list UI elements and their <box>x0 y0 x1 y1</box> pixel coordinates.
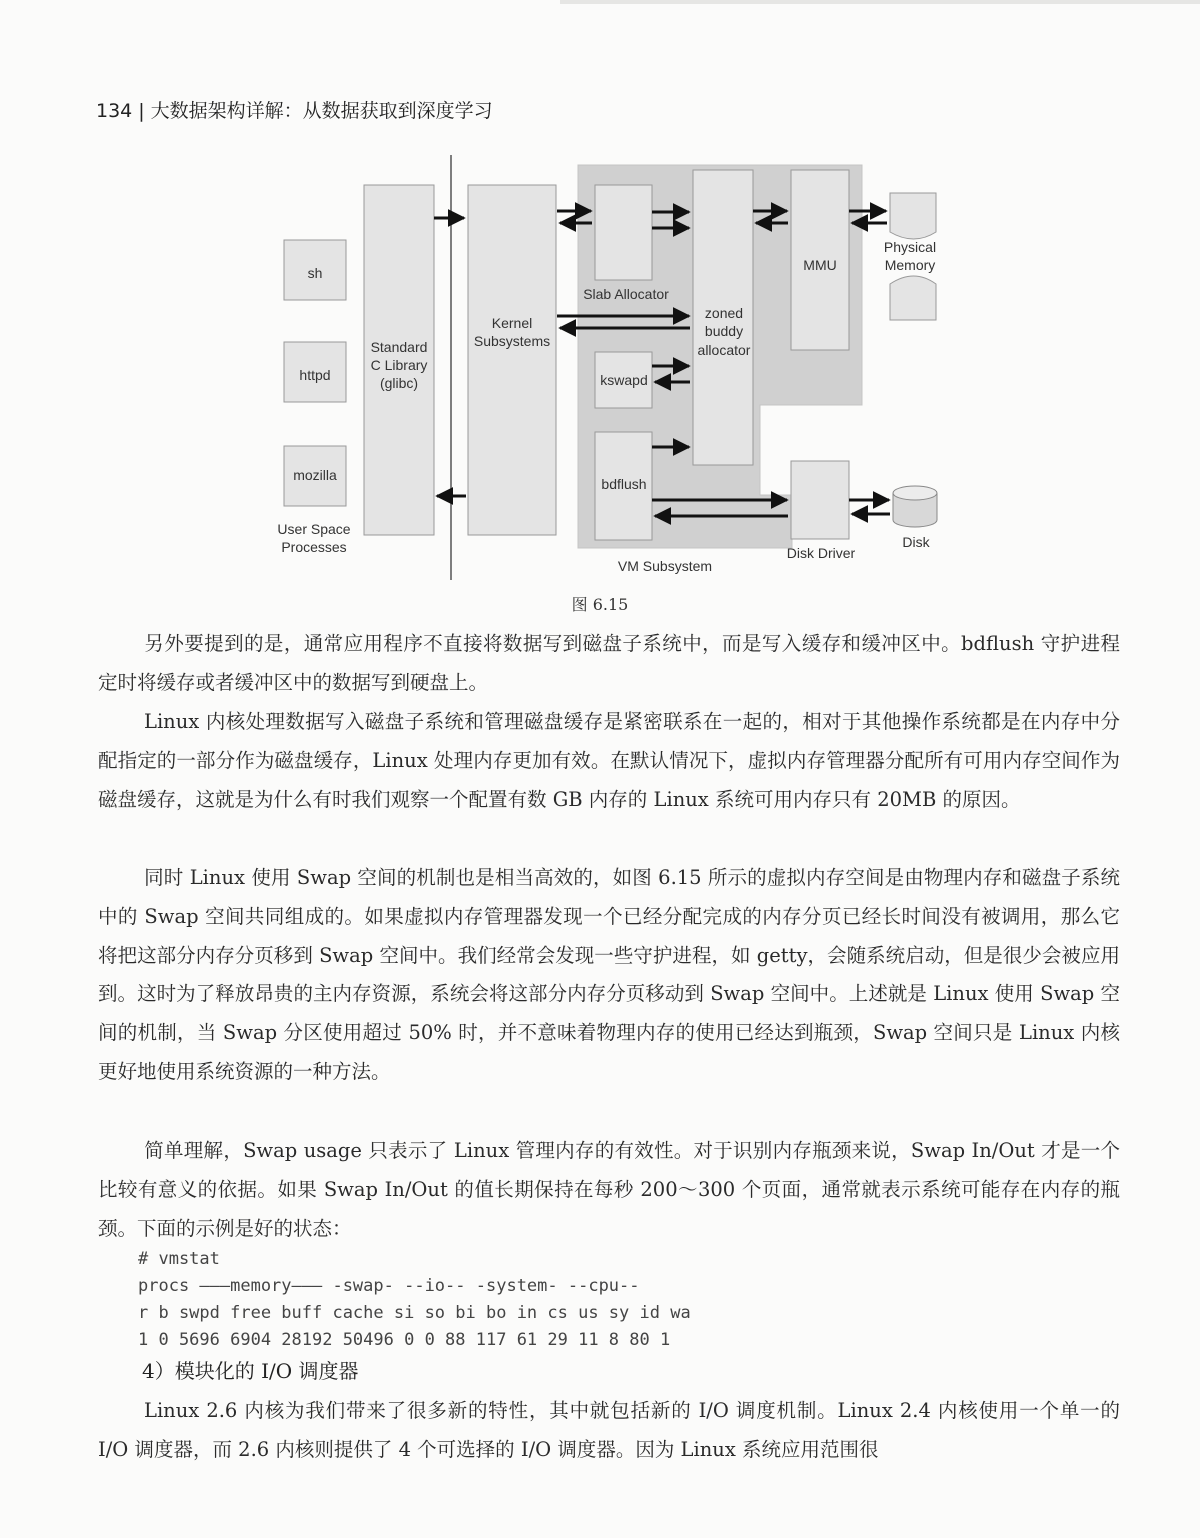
disk-driver-label: Disk Driver <box>786 545 856 561</box>
paragraph-1-text: 另外要提到的是，通常应用程序不直接将数据写到磁盘子系统中，而是写入缓存和缓冲区中。bdflush 守护进程定时将缓存或者缓冲区中的数据写到硬盘上。 <box>98 632 1120 694</box>
kernel-label-2: Subsystems <box>473 333 551 349</box>
vm-subsystem-label: VM Subsystem <box>617 558 713 574</box>
physical-label-2: Memory <box>884 257 936 273</box>
paragraph-5 <box>98 1392 1120 1470</box>
paragraph-5-text: Linux 2.6 内核为我们带来了很多新的特性，其中就包括新的 I/O 调度机制。Linux 2.4 内核使用一个单一的 I/O 调度器，而 2.6 内核则提供了 4 个可选择的 I/O 调度器。因为 Linux 系统应用范围很 <box>98 1399 1120 1461</box>
page-header <box>96 96 493 123</box>
processes-label: Processes <box>281 539 347 555</box>
code-line-4: 1 0 5696 6904 28192 50496 0 0 88 117 61 29 11 8 80 1 <box>138 1330 671 1350</box>
glibc-label-2: C Library <box>370 357 428 373</box>
slab-label: Slab Allocator <box>583 286 669 302</box>
figure-caption: 图 6.15 <box>571 595 629 614</box>
physical-memory-shape-lower <box>890 276 936 320</box>
disk-driver-box <box>791 461 849 539</box>
paragraph-3 <box>98 859 1120 1092</box>
memory-architecture-diagram <box>0 150 1200 590</box>
httpd-label: httpd <box>299 367 331 383</box>
zoned-label-3: allocator <box>697 342 751 358</box>
sh-label: sh <box>307 265 323 281</box>
kernel-subsystems-box <box>468 185 556 535</box>
kernel-label-1: Kernel <box>491 315 533 331</box>
slab-allocator-box <box>595 185 652 280</box>
header-separator: | <box>138 100 145 122</box>
code-line-1: # vmstat <box>138 1249 220 1269</box>
mmu-label: MMU <box>803 257 837 273</box>
glibc-label-1: Standard <box>370 339 428 355</box>
zoned-label-2: buddy <box>704 323 744 339</box>
section-subheading: 4）模块化的 I/O 调度器 <box>142 1359 359 1383</box>
vmstat-code-block <box>138 1246 691 1354</box>
code-line-2: procs ———memory——— -swap- --io-- -system- --cpu-- <box>138 1276 640 1296</box>
paragraph-4 <box>98 1132 1120 1248</box>
user-space-label: User Space <box>277 521 351 537</box>
page-number: 134 <box>96 100 133 122</box>
paragraph-1 <box>98 625 1120 703</box>
kswapd-label: kswapd <box>600 372 648 388</box>
paragraph-2-text: Linux 内核处理数据写入磁盘子系统和管理磁盘缓存是紧密联系在一起的，相对于其他操作系统都是在内存中分配指定的一部分作为磁盘缓存，Linux 处理内存更加有效。在默认情况下，虚拟内存管理器分配所有可用内存空间作为磁盘缓存，这就是为什么有时我们观察一个配置有数 GB 内存的 Linux 系统可用内存只有 20MB 的原因。 <box>98 710 1120 811</box>
paragraph-4-text: 简单理解，Swap usage 只表示了 Linux 管理内存的有效性。对于识别内存瓶颈来说，Swap In/Out 才是一个比较有意义的依据。如果 Swap In/Out 的值长期保持在每秒 200～300 个页面，通常就表示系统可能存在内存的瓶颈。下面的示例是好的状态： <box>98 1139 1120 1240</box>
book-title: 大数据架构详解：从数据获取到深度学习 <box>150 100 493 122</box>
disk-label: Disk <box>902 534 930 550</box>
physical-memory-shape <box>890 193 936 239</box>
mozilla-label: mozilla <box>293 467 337 483</box>
glibc-label-3: (glibc) <box>379 375 419 391</box>
zoned-label-1: zoned <box>704 305 744 321</box>
code-line-3: r b swpd free buff cache si so bi bo in cs us sy id wa <box>138 1303 691 1323</box>
physical-label-1: Physical <box>883 239 937 255</box>
top-rule <box>560 0 1200 4</box>
disk-icon <box>893 486 937 527</box>
paragraph-2 <box>98 703 1120 819</box>
bdflush-label: bdflush <box>601 476 647 492</box>
paragraph-3-text: 同时 Linux 使用 Swap 空间的机制也是相当高效的，如图 6.15 所示的虚拟内存空间是由物理内存和磁盘子系统中的 Swap 空间共同组成的。如果虚拟内存管理器发现一个已经分配完成的内存分页已经长时间没有被调用，那么它将把这部分内存分页移到 Swap 空间中。我们经常会发现一些守护进程，如 getty，会随系统启动，但是很少会被应用到。这时为了释放昂贵的主内存资源，系统会将这部分内存分页移动到 Swap 空间中。上述就是 Linux 使用 Swap 空间的机制，当 Swap 分区使用超过 50% 时，并不意味着物理内存的使用已经达到瓶颈，Swap 空间只是 Linux 内核更好地使用系统资源的一种方法。 <box>98 866 1120 1083</box>
